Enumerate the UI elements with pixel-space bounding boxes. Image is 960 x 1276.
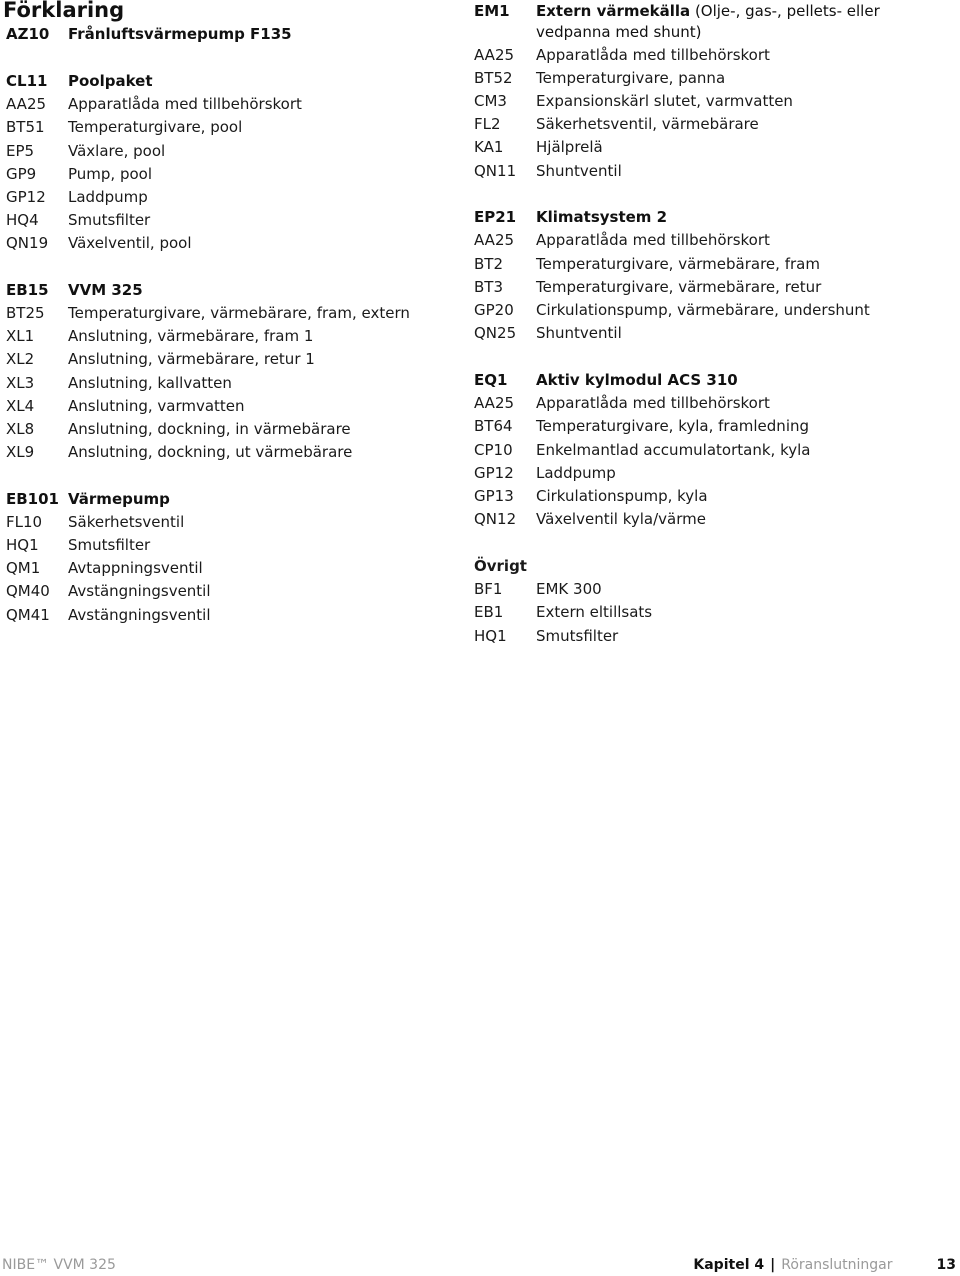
legend-description-bold: Extern värmekälla [536,2,691,20]
legend-code: CM3 [474,92,507,110]
legend-group-header [6,23,292,46]
legend-description: Smutsfilter [68,211,151,229]
legend-code: EB15 [6,281,49,299]
legend-group-header [6,70,153,93]
legend-row [6,604,211,627]
legend-row [6,186,148,209]
legend-row [6,232,192,255]
legend-description: Extern eltillsats [536,603,653,621]
legend-row [474,462,616,485]
legend-code: XL8 [6,420,35,438]
legend-description: Avstängningsventil [68,582,211,600]
legend-code: EB101 [6,490,59,508]
legend-description: Klimatsystem 2 [536,208,668,226]
legend-group-header [474,206,667,229]
legend-row [6,580,211,603]
legend-code: QN19 [6,234,49,252]
legend-code: QM40 [6,582,50,600]
legend-description: Avstängningsventil [68,606,211,624]
legend-description: Cirkulationspump, kyla [536,487,708,505]
legend-code: GP9 [6,165,37,183]
legend-row [474,160,622,183]
legend-code: EP5 [6,142,35,160]
legend-code: EP21 [474,208,517,226]
legend-code: HQ4 [6,211,39,229]
legend-code: EM1 [474,2,510,20]
page-title: Förklaring [3,0,125,22]
legend-description: Poolpaket [68,72,153,90]
legend-description: Temperaturgivare, värmebärare, fram, extern [68,304,410,322]
footer-chapter-info [693,1255,956,1275]
legend-row [6,302,410,325]
legend-code: XL4 [6,397,35,415]
legend-code: AA25 [474,231,515,249]
legend-description: Värmepump [68,490,170,508]
legend-row [6,418,351,441]
legend-row [474,508,706,531]
footer-separator: | [770,1257,776,1273]
legend-code: GP12 [474,464,514,482]
legend-description: Avtappningsventil [68,559,203,577]
legend-row [474,299,870,322]
legend-description: Aktiv kylmodul ACS 310 [536,371,738,389]
legend-section-heading: Övrigt [474,557,527,575]
legend-row [6,325,313,348]
legend-code: GP20 [474,301,514,319]
legend-description: Temperaturgivare, pool [68,118,243,136]
legend-row [474,322,622,345]
legend-description: Apparatlåda med tillbehörskort [536,231,770,249]
legend-code: HQ1 [474,627,507,645]
legend-row [6,348,315,371]
legend-description: Anslutning, dockning, ut värmebärare [68,443,353,461]
legend-code: QM1 [6,559,41,577]
legend-description: Anslutning, dockning, in värmebärare [68,420,351,438]
legend-description: VVM 325 [68,281,143,299]
legend-description: Smutsfilter [68,536,151,554]
footer-product: NIBE™ VVM 325 [2,1257,116,1273]
legend-row [474,276,821,299]
legend-code: BT3 [474,278,503,296]
legend-row [6,140,165,163]
legend-description: Temperaturgivare, panna [536,69,726,87]
legend-description: Laddpump [68,188,148,206]
legend-code: AA25 [474,394,515,412]
footer-section: Röranslutningar [781,1257,893,1273]
legend-code: KA1 [474,138,504,156]
legend-description: Laddpump [536,464,616,482]
legend-code: XL1 [6,327,35,345]
legend-description: Anslutning, värmebärare, retur 1 [68,350,315,368]
legend-row [474,439,810,462]
legend-description: Shuntventil [536,162,622,180]
legend-code: QN11 [474,162,517,180]
legend-code: HQ1 [6,536,39,554]
legend-row [474,90,793,113]
legend-group-header [6,488,170,511]
legend-code: FL2 [474,115,501,133]
legend-row [474,578,602,601]
legend-description: Pump, pool [68,165,153,183]
legend-description: Anslutning, värmebärare, fram 1 [68,327,314,345]
legend-row [474,253,820,276]
legend-description: Temperaturgivare, kyla, framledning [536,417,810,435]
legend-description: Växelventil, pool [68,234,192,252]
legend-description-rest: (Olje-, gas-, pellets- eller [690,2,880,20]
legend-description: Anslutning, varmvatten [68,397,245,415]
legend-code: BT2 [474,255,503,273]
legend-row [6,163,152,186]
legend-description: Hjälprelä [536,138,603,156]
legend-description: Apparatlåda med tillbehörskort [68,95,302,113]
legend-description: Frånluftsvärmepump F135 [68,25,292,43]
legend-description: Apparatlåda med tillbehörskort [536,394,770,412]
legend-code: QN12 [474,510,517,528]
legend-description: Enkelmantlad accumulatortank, kyla [536,441,811,459]
legend-description: Anslutning, kallvatten [68,374,232,392]
legend-code: EQ1 [474,371,508,389]
legend-description: Temperaturgivare, värmebärare, fram [536,255,820,273]
legend-code: BT64 [474,417,513,435]
legend-description: Smutsfilter [536,627,619,645]
legend-row [474,44,770,67]
legend-description: EMK 300 [536,580,602,598]
legend-row [6,557,203,580]
legend-group-header [6,279,143,302]
legend-description: Expansionskärl slutet, varmvatten [536,92,793,110]
legend-row [6,116,242,139]
legend-code: GP12 [6,188,46,206]
legend-description: Växelventil kyla/värme [536,510,706,528]
legend-row [474,67,725,90]
legend-code: XL2 [6,350,35,368]
footer-chapter: Kapitel 4 [693,1257,765,1273]
legend-row [474,485,708,508]
legend-description-line2: vedpanna med shunt) [536,23,702,41]
legend-code: QM41 [6,606,50,624]
legend-description: Säkerhetsventil [68,513,185,531]
legend-description [536,0,880,44]
legend-description: Temperaturgivare, värmebärare, retur [536,278,822,296]
legend-row [474,113,759,136]
legend-code: FL10 [6,513,43,531]
legend-description: Växlare, pool [68,142,166,160]
legend-row [6,209,150,232]
legend-group-header [474,369,738,392]
legend-row [6,372,232,395]
legend-code: QN25 [474,324,517,342]
legend-code: GP13 [474,487,514,505]
legend-description: Shuntventil [536,324,622,342]
legend-row [474,136,603,159]
legend-code: AA25 [474,46,515,64]
legend-code: XL3 [6,374,35,392]
legend-row [6,93,302,116]
page-number: 13 [936,1257,956,1273]
legend-code: XL9 [6,443,35,461]
legend-group-em1 [474,0,880,44]
legend-row [6,534,150,557]
legend-description: Cirkulationspump, värmebärare, undershunt [536,301,870,319]
legend-row [474,415,809,438]
legend-code: BT52 [474,69,513,87]
legend-code: BT25 [6,304,45,322]
legend-row [474,229,770,252]
legend-description: Apparatlåda med tillbehörskort [536,46,770,64]
legend-description: Säkerhetsventil, värmebärare [536,115,759,133]
legend-code: BF1 [474,580,503,598]
legend-code: EB1 [474,603,504,621]
legend-row [474,625,618,648]
legend-code: CL11 [6,72,48,90]
legend-code: BT51 [6,118,45,136]
legend-row [6,511,184,534]
legend-row [6,395,245,418]
legend-code: AA25 [6,95,47,113]
legend-row [474,601,652,624]
legend-code: AZ10 [6,25,50,43]
legend-code: CP10 [474,441,513,459]
legend-row [6,441,352,464]
legend-row [474,392,770,415]
